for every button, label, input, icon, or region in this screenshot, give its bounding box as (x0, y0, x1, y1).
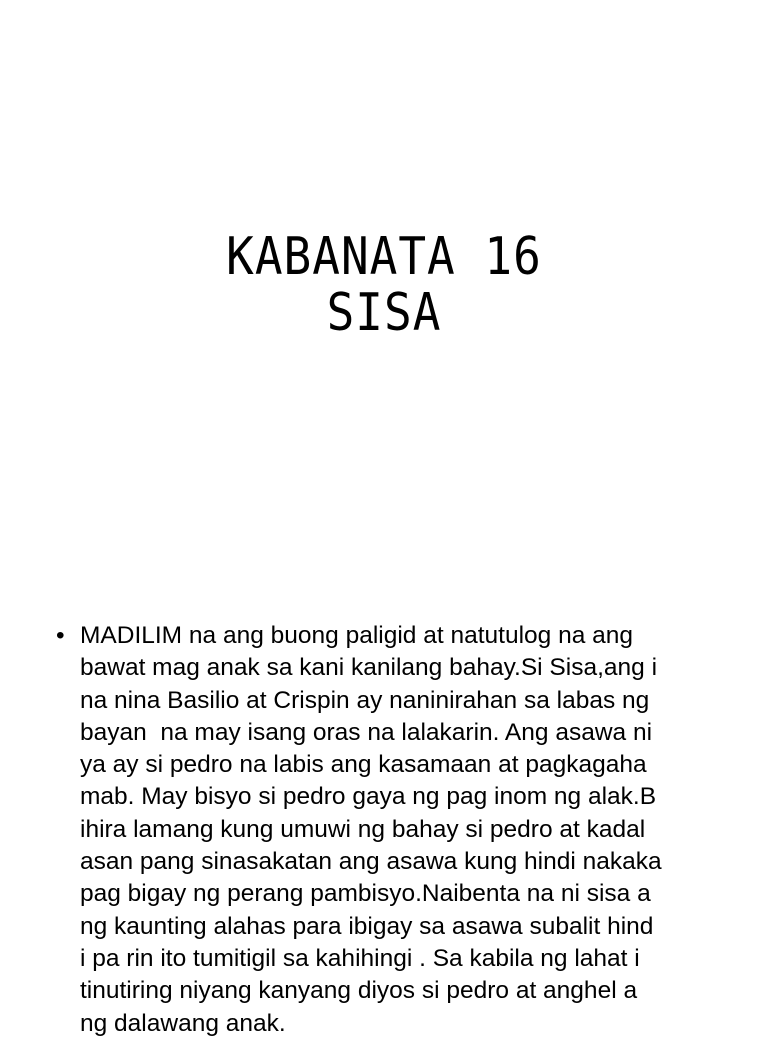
paragraph-line: bawat mag anak sa kani kanilang bahay.Si Sisa,ang i (80, 654, 658, 682)
paragraph-line: pag bigay ng perang pambisyo.Naibenta na ni sisa a (80, 880, 651, 908)
slide-title (0, 225, 768, 343)
paragraph-line: ng kaunting alahas para ibigay sa asawa subalit hind (80, 912, 654, 940)
title-line-2: SISA (326, 281, 442, 343)
bullet-marker: • (56, 622, 65, 649)
paragraph-line: i pa rin ito tumitigil sa kahihingi . Sa kabila ng lahat i (80, 944, 640, 972)
paragraph-line: MADILIM na ang buong paligid at natutulog na ang (80, 622, 634, 649)
paragraph-line: ng dalawang anak. (80, 1009, 286, 1037)
title-line-1: KABANATA 16 (226, 225, 542, 287)
paragraph-line: tinutiring niyang kanyang diyos si pedro at anghel a (80, 977, 638, 1005)
paragraph-line: ya ay si pedro na labis ang kasamaan at pagkagaha (80, 751, 647, 779)
paragraph-lines (80, 620, 746, 1040)
bullet-paragraph (56, 620, 746, 1040)
paragraph-line: asan pang sinasakatan ang asawa kung hindi nakaka (80, 848, 662, 876)
paragraph-line: bayan na may isang oras na lalakarin. Ang asawa ni (80, 718, 653, 746)
paragraph-line: ihira lamang kung umuwi ng bahay si pedro at kadal (80, 815, 646, 843)
paragraph-line: na nina Basilio at Crispin ay naninirahan sa labas ng (80, 686, 650, 714)
paragraph-line: mab. May bisyo si pedro gaya ng pag inom ng alak.B (80, 783, 657, 811)
